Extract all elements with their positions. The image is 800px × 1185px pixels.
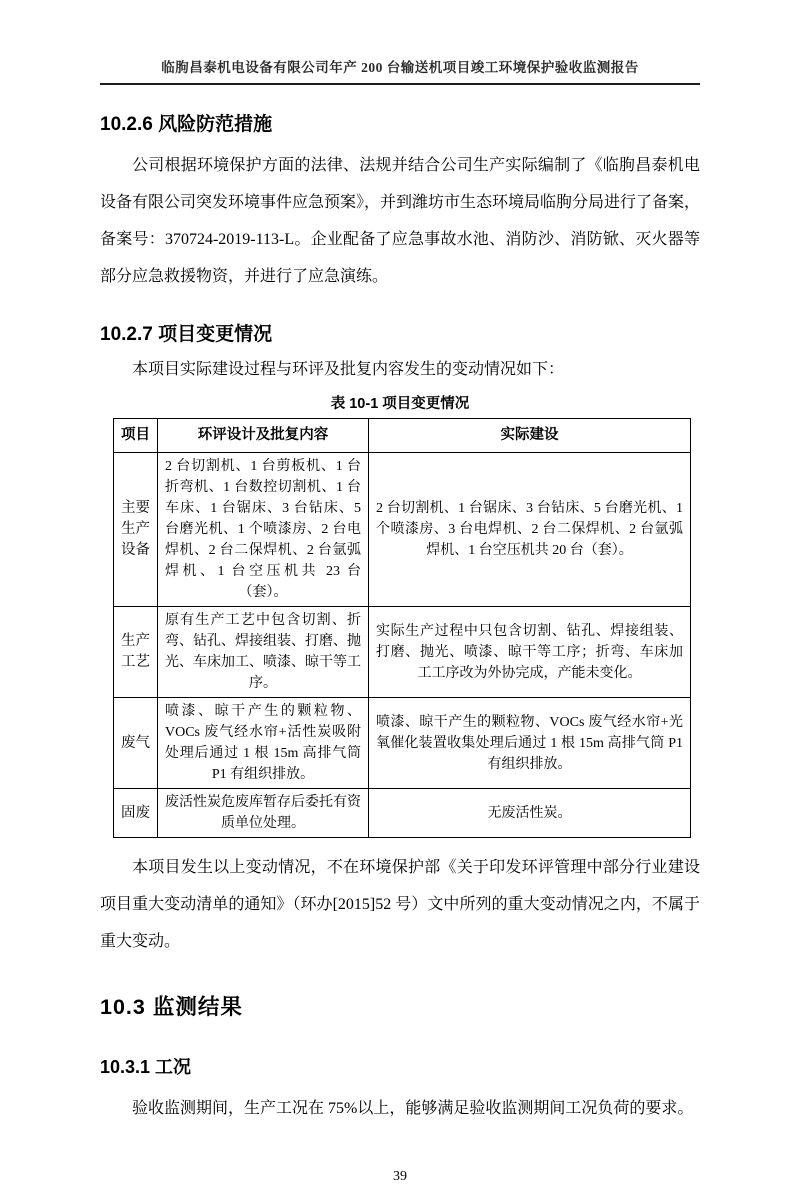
heading-10-3: 10.3 监测结果 xyxy=(100,995,243,1019)
heading-10-2-7: 10.2.7 项目变更情况 xyxy=(100,324,273,345)
row-eia-cell: 2 台切割机、1 台剪板机、1 台折弯机、1 台数控切割机、1 台车床、1 台锯床、3 台钻床、5 台磨光机、1 个喷漆房、2 台电焊机、2 台二保焊机、2 台氩弧焊机、1 台空压机共 23 台（套）。 xyxy=(158,453,369,607)
paragraph-change-intro: 本项目实际建设过程与环评及批复内容发生的变动情况如下： xyxy=(132,361,565,378)
col-header-eia: 环评设计及批复内容 xyxy=(158,419,369,453)
row-item-label: 生产工艺 xyxy=(114,607,158,698)
page-number: 39 xyxy=(393,1169,407,1184)
row-actual-cell: 2 台切割机、1 台锯床、3 台钻床、5 台磨光机、1 个喷漆房、3 台电焊机、2 台二保焊机、2 台氩弧焊机、1 台空压机共 20 台（套）。 xyxy=(369,453,691,607)
table-caption: 表 10-1 项目变更情况 xyxy=(330,396,470,412)
row-eia-cell: 废活性炭危废库暂存后委托有资质单位处理。 xyxy=(158,789,369,838)
row-item-label: 主要生产设备 xyxy=(114,453,158,607)
row-item-label: 固废 xyxy=(114,789,158,838)
table-header-row xyxy=(114,419,691,453)
row-eia-cell: 喷漆、晾干产生的颗粒物、VOCs 废气经水帘+活性炭吸附处理后通过 1 根 15m 高排气筒 P1 有组织排放。 xyxy=(158,698,369,789)
table-row xyxy=(114,789,691,838)
col-header-item: 项目 xyxy=(114,419,158,453)
document-page xyxy=(100,0,700,1185)
heading-10-3-1: 10.3.1 工况 xyxy=(100,1057,192,1077)
row-actual-cell: 喷漆、晾干产生的颗粒物、VOCs 废气经水帘+光氧催化装置收集处理后通过 1 根 15m 高排气筒 P1 有组织排放。 xyxy=(369,698,691,789)
project-change-table xyxy=(113,418,691,838)
row-item-label: 废气 xyxy=(114,698,158,789)
table-row xyxy=(114,698,691,789)
paragraph-working-condition: 验收监测期间，生产工况在 75%以上，能够满足验收监测期间工况负荷的要求。 xyxy=(132,1100,694,1117)
page-header-title: 临朐昌泰机电设备有限公司年产 200 台输送机项目竣工环境保护验收监测报告 xyxy=(100,0,700,85)
table-row xyxy=(114,453,691,607)
row-actual-cell: 无废活性炭。 xyxy=(369,789,691,838)
paragraph-risk-measures: 公司根据环境保护方面的法律、法规并结合公司生产实际编制了《临朐昌泰机电设备有限公司突发环境事件应急预案》，并到潍坊市生态环境局临朐分局进行了备案，备案号：370724-2019-113-L。企业配备了应急事故水池、消防沙、消防锨、灭火器等部分应急救援物资，并进行了应急演练。 xyxy=(100,157,701,285)
paragraph-change-conclusion: 本项目发生以上变动情况，不在环境保护部《关于印发环评管理中部分行业建设项目重大变动清单的通知》（环办[2015]52 号）文中所列的重大变动情况之内，不属于重大变动。 xyxy=(100,859,700,950)
col-header-actual: 实际建设 xyxy=(369,419,691,453)
row-actual-cell: 实际生产过程中只包含切割、钻孔、焊接组装、打磨、抛光、喷漆、晾干等工序；折弯、车床加工工序改为外协完成，产能未变化。 xyxy=(369,607,691,698)
row-eia-cell: 原有生产工艺中包含切割、折弯、钻孔、焊接组装、打磨、抛光、车床加工、喷漆、晾干等工序。 xyxy=(158,607,369,698)
table-row xyxy=(114,607,691,698)
heading-10-2-6: 10.2.6 风险防范措施 xyxy=(100,114,273,135)
